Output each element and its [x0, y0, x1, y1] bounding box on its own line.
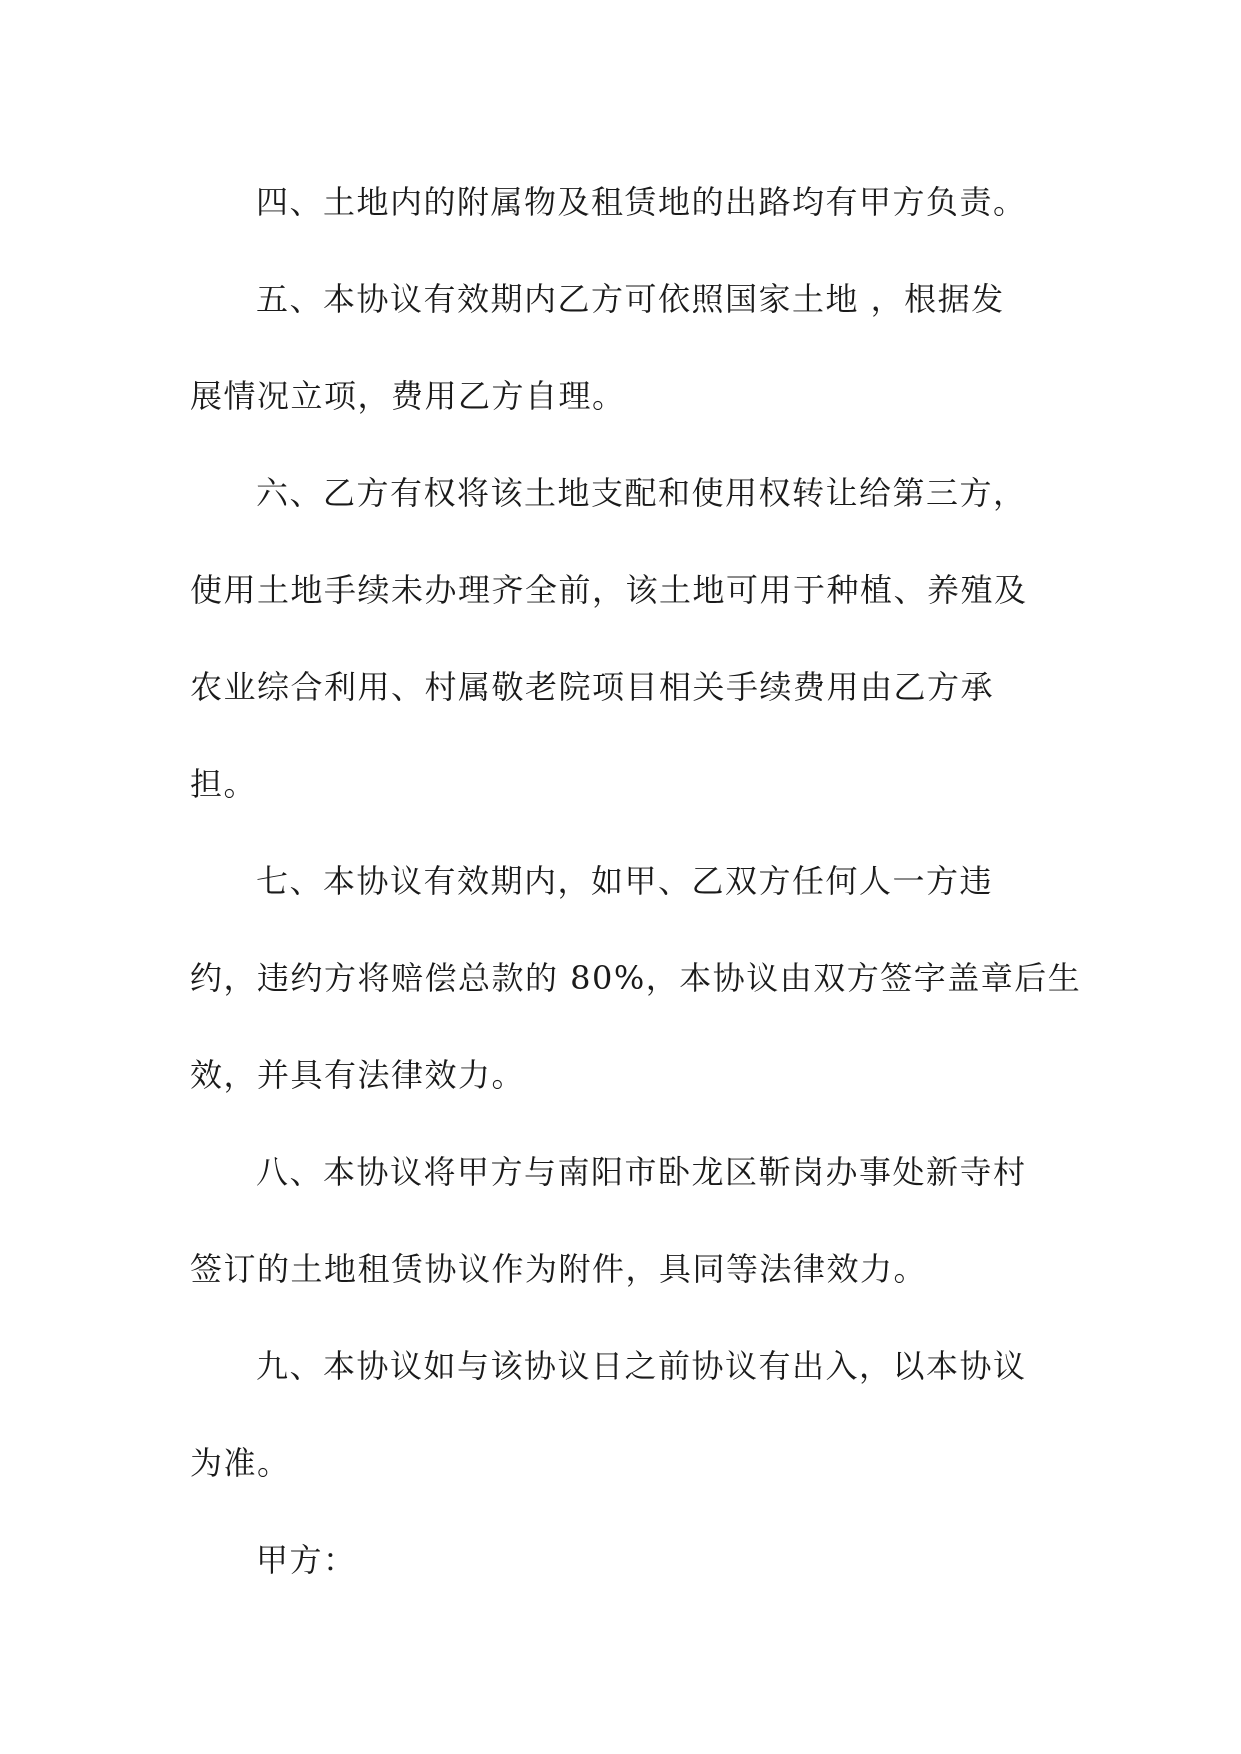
party-a-label: 甲方： [256, 1541, 357, 1579]
clause-4-line-1: 四、土地内的附属物及租赁地的出路均有甲方负责。 [256, 183, 1027, 221]
clause-5-line-1: 五、本协议有效期内乙方可依照国家土地 ，根据发 [256, 280, 1005, 318]
clause-7-line-1: 七、本协议有效期内，如甲、乙双方任何人一方违 [256, 862, 994, 900]
clause-6-line-3: 农业综合利用、村属敬老院项目相关手续费用由乙方承 [190, 668, 995, 706]
clause-5-line-2: 展情况立项，费用乙方自理。 [190, 377, 626, 415]
clause-6-line-1: 六、乙方有权将该土地支配和使用权转让给第三方， [256, 474, 1027, 512]
clause-8-line-2: 签订的土地租赁协议作为附件，具同等法律效力。 [190, 1250, 928, 1288]
clause-8-line-1: 八、本协议将甲方与南阳市卧龙区靳岗办事处新寺村 [256, 1153, 1027, 1191]
clause-9-line-2: 为准。 [190, 1444, 291, 1482]
clause-7-line-2: 约，违约方将赔偿总款的 80%，本协议由双方签字盖章后生 [190, 959, 1082, 997]
clause-6-line-4: 担。 [190, 765, 258, 803]
clause-9-line-1: 九、本协议如与该协议日之前协议有出入，以本协议 [256, 1347, 1027, 1385]
clause-6-line-2: 使用土地手续未办理齐全前，该土地可用于种植、养殖及 [190, 571, 1028, 609]
clause-7-line-3: 效，并具有法律效力。 [190, 1056, 526, 1094]
